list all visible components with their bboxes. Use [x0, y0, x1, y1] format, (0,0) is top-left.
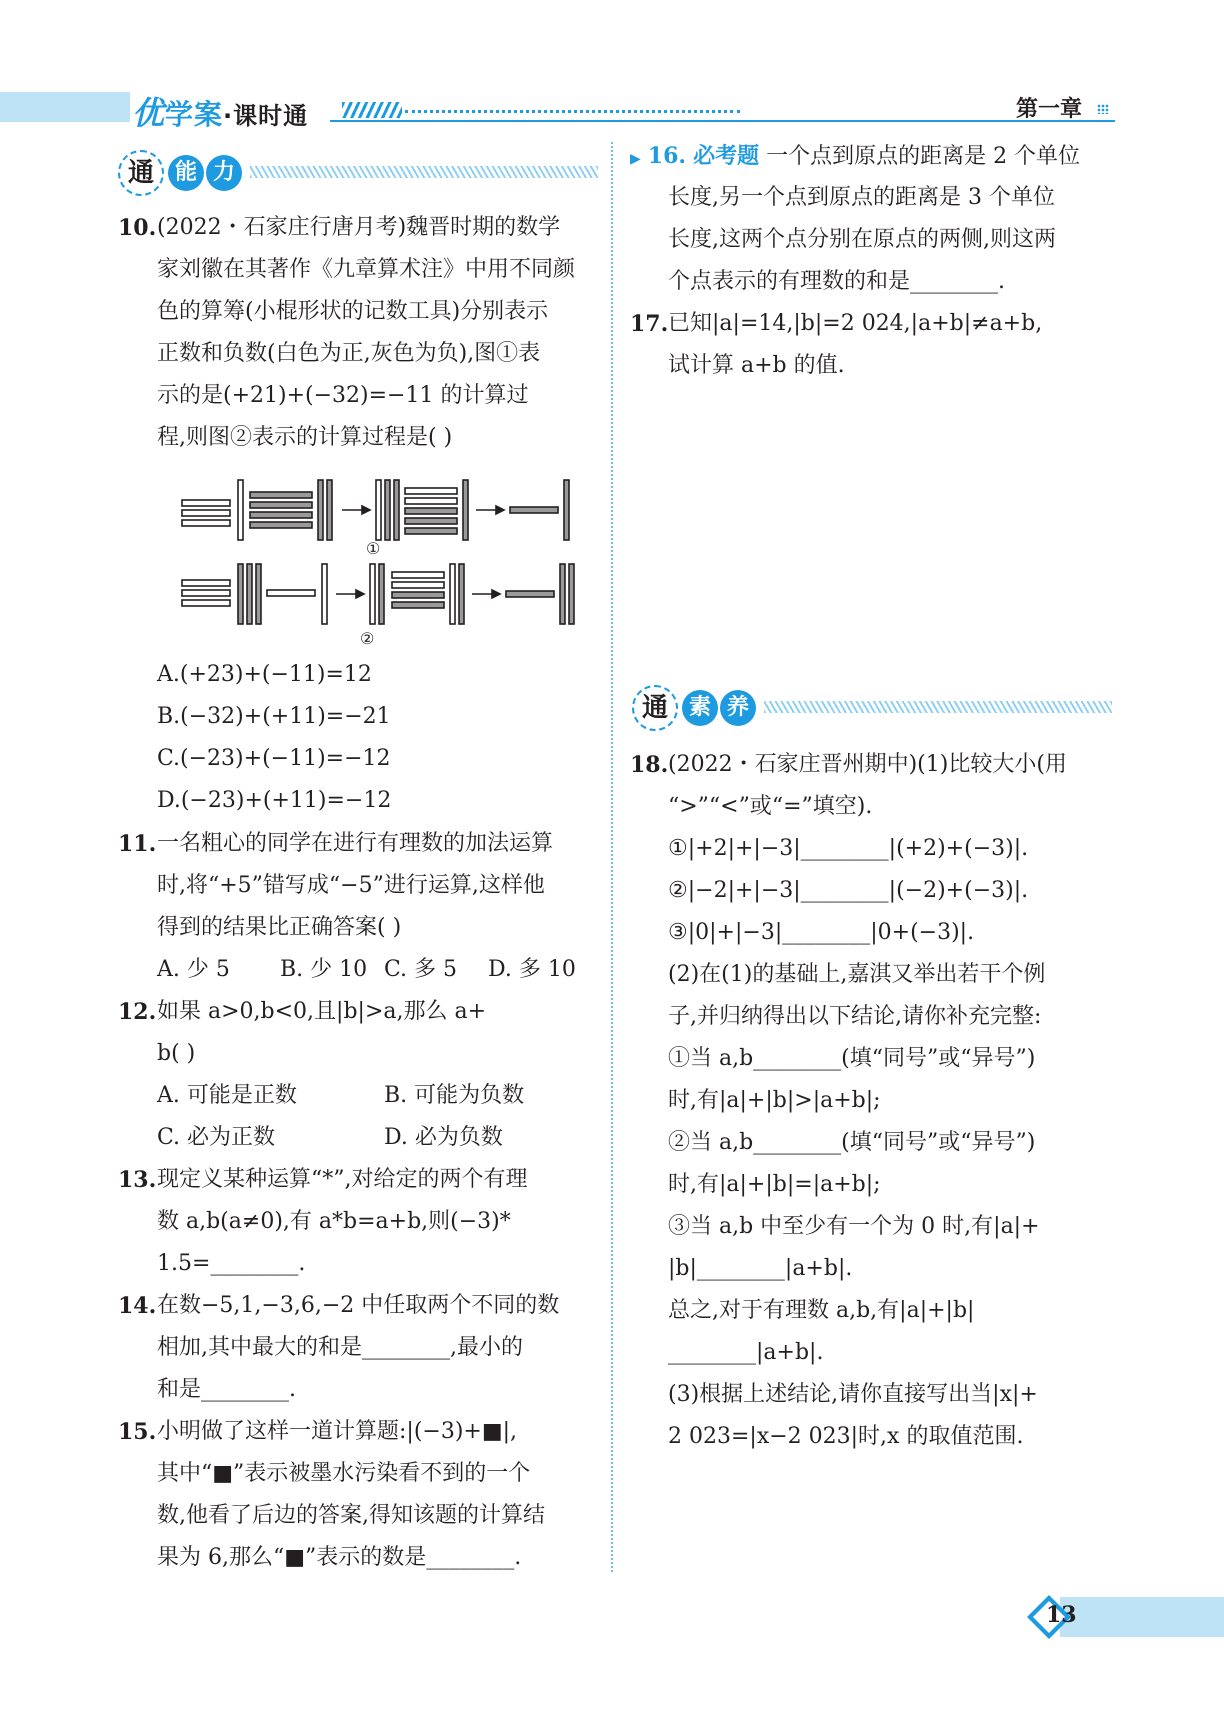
option-d: D. 必为负数 [384, 1125, 503, 1150]
option-d: D.(−23)+(+11)=−12 [157, 788, 392, 813]
question-number: 12. [118, 999, 157, 1025]
question-number: 16. [647, 143, 687, 169]
column-divider [611, 142, 613, 1572]
option-b: B. 可能为负数 [384, 1083, 525, 1108]
q14-line: 在数−5,1,−3,6,−2 中任取两个不同的数 [157, 1293, 560, 1318]
question-number: 15. [118, 1419, 157, 1445]
q15-line: 其中“■”表示被墨水污染看不到的一个 [157, 1461, 531, 1486]
option-c: C. 必为正数 [157, 1125, 276, 1150]
q14-line: 和是________. [157, 1377, 296, 1402]
q18-line: (2)在(1)的基础上,嘉淇又举出若干个例 [668, 962, 1046, 987]
q12-line: b( ) [157, 1041, 196, 1066]
option-d: D. 多 10 [488, 957, 576, 982]
q14-line: 相加,其中最大的和是________,最小的 [157, 1335, 523, 1360]
q17-line: 已知|a|=14,|b|=2 024,|a+b|≠a+b, [668, 311, 1043, 336]
q15-line: 小明做了这样一道计算题:|(−3)+■|, [157, 1419, 518, 1444]
header-dotted-line [405, 110, 740, 113]
q18-line: 时,有|a|+|b|=|a+b|; [668, 1172, 881, 1197]
q18-line: ①当 a,b________(填“同号”或“异号”) [668, 1046, 1036, 1071]
q18-line: ③当 a,b 中至少有一个为 0 时,有|a|+ [668, 1214, 1040, 1239]
q10-line: 家刘徽在其著作《九章算术注》中用不同颜 [157, 257, 576, 282]
section-stripes [764, 701, 1112, 713]
question-number: 14. [118, 1293, 157, 1319]
question-number: 18. [630, 752, 669, 778]
section-label-char: 养 [720, 690, 756, 726]
q10-line: (2022・石家庄行唐月考)魏晋时期的数学 [157, 215, 561, 240]
q18-line: (3)根据上述结论,请你直接写出当|x|+ [668, 1382, 1038, 1407]
brand-series: ·课时通 [223, 102, 309, 130]
rods-row-2 [182, 564, 574, 624]
q18-line: 2 023=|x−2 023|时,x 的取值范围. [668, 1424, 1024, 1449]
section-stripes [250, 166, 598, 178]
q18-line: ①|+2|+|−3|________|(+2)+(−3)|. [668, 836, 1029, 861]
q11-line: 得到的结果比正确答案( ) [157, 915, 402, 940]
header-slash-decoration [342, 102, 402, 118]
q18-line: 子,并归纳得出以下结论,请你补充完整: [668, 1004, 1042, 1029]
counting-rods-diagram [170, 470, 590, 650]
must-test-tag: 必考题 [693, 143, 760, 169]
chapter-title: 第一章 [1016, 97, 1083, 122]
q16-line: 长度,这两个点分别在原点的两侧,则这两 [668, 227, 1056, 252]
figure-1-label: ① [366, 539, 381, 558]
q15-line: 数,他看了后边的答案,得知该题的计算结 [157, 1503, 545, 1528]
footer-color-band [1060, 1597, 1224, 1637]
q15-line: 果为 6,那么“■”表示的数是________. [157, 1545, 522, 1570]
brand-subtitle: 学案 [165, 98, 224, 131]
q12-line: 如果 a>0,b<0,且|b|>a,那么 a+ [157, 999, 487, 1024]
q18-line: ②当 a,b________(填“同号”或“异号”) [668, 1130, 1036, 1155]
section-icon: 通 [118, 150, 164, 196]
q18-line: 总之,对于有理数 a,b,有|a|+|b| [668, 1298, 975, 1323]
figure-2-label: ② [360, 629, 375, 648]
q18-line: ③|0|+|−3|________|0+(−3)|. [668, 920, 975, 945]
option-c: C. 多 5 [384, 957, 458, 982]
q16-heading [630, 141, 1080, 174]
q11-line: 时,将“+5”错写成“−5”进行运算,这样他 [157, 873, 545, 898]
q18-line: ________|a+b|. [668, 1340, 824, 1365]
q18-line: ②|−2|+|−3|________|(−2)+(−3)|. [668, 878, 1029, 903]
section-badge-ability [118, 150, 598, 196]
question-number: 11. [118, 831, 157, 857]
q13-line: 1.5=________. [157, 1251, 306, 1276]
option-c: C.(−23)+(−11)=−12 [157, 746, 391, 771]
grid-dots-icon [1097, 104, 1109, 114]
triangle-marker-icon: ▶ [630, 151, 641, 167]
section-label-char: 素 [682, 690, 718, 726]
question-number: 10. [118, 215, 157, 241]
option-b: B. 少 10 [280, 957, 368, 982]
brand-logo: 优学案·课时通 [132, 94, 309, 132]
q10-line: 程,则图②表示的计算过程是( ) [157, 425, 453, 450]
q16-line: 个点表示的有理数的和是________. [668, 269, 1005, 294]
q10-line: 正数和负数(白色为正,灰色为负),图①表 [157, 341, 541, 366]
question-number: 13. [118, 1167, 157, 1193]
q18-line: 时,有|a|+|b|>|a+b|; [668, 1088, 881, 1113]
option-a: A. 少 5 [157, 957, 230, 982]
rods-row-1 [182, 480, 569, 540]
q16-line: 一个点到原点的距离是 2 个单位 [766, 144, 1081, 169]
option-a: A. 可能是正数 [157, 1083, 297, 1108]
header-color-band [0, 92, 130, 122]
page-number: 13 [1046, 1602, 1077, 1628]
q10-line: 色的算筹(小棍形状的记数工具)分别表示 [157, 299, 549, 324]
option-a: A.(+23)+(−11)=12 [157, 662, 372, 687]
q18-line: (2022・石家庄晋州期中)(1)比较大小(用 [668, 752, 1067, 777]
option-b: B.(−32)+(+11)=−21 [157, 704, 391, 729]
q16-line: 长度,另一个点到原点的距离是 3 个单位 [668, 185, 1055, 210]
header-rule [330, 120, 1115, 122]
q11-line: 一名粗心的同学在进行有理数的加法运算 [157, 831, 554, 856]
question-number: 17. [630, 311, 669, 337]
q18-line: “>”“<”或“=”填空). [668, 794, 873, 819]
q13-line: 现定义某种运算“*”,对给定的两个有理 [157, 1167, 528, 1192]
section-icon: 通 [632, 685, 678, 731]
section-label-char: 力 [206, 155, 242, 191]
section-label-char: 能 [168, 155, 204, 191]
q10-line: 示的是(+21)+(−32)=−11 的计算过 [157, 383, 529, 408]
q18-line: |b|________|a+b|. [668, 1256, 853, 1281]
section-badge-literacy [632, 685, 1112, 731]
q17-line: 试计算 a+b 的值. [668, 353, 845, 378]
q13-line: 数 a,b(a≠0),有 a*b=a+b,则(−3)* [157, 1209, 511, 1234]
